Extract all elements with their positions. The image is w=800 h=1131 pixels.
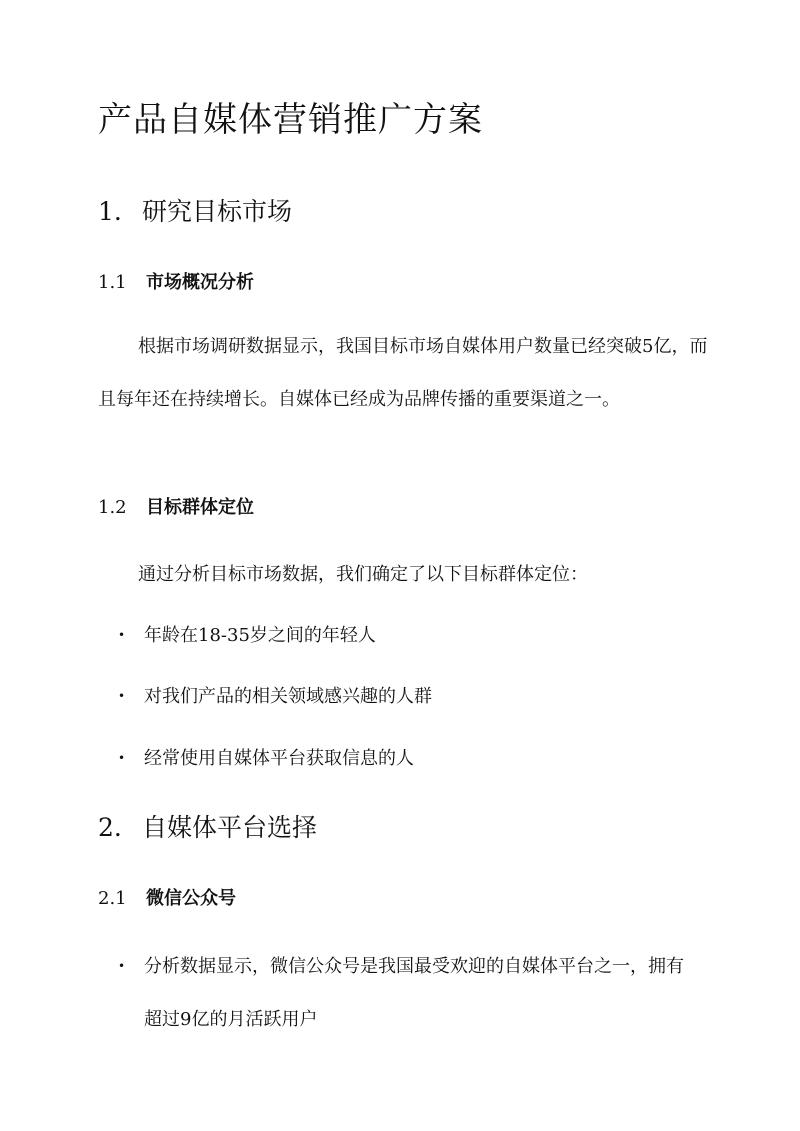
section-2-number: 2. [98, 813, 122, 842]
document-title: 产品自媒体营销推广方案 [98, 100, 483, 140]
list-item [118, 670, 698, 723]
section-1-2-title: 目标群体定位 [146, 497, 254, 518]
bullet-icon: • [118, 689, 126, 703]
list-item-text: 分析数据显示，微信公众号是我国最受欢迎的自媒体平台之一，拥有超过9亿的月活跃用户 [144, 956, 684, 1030]
list-item [118, 609, 698, 662]
bullet-icon: • [118, 959, 126, 973]
section-1-1-number: 1.1 [98, 272, 127, 293]
section-1-number: 1. [98, 197, 122, 226]
section-1-2-heading [98, 496, 254, 520]
list-item [118, 940, 698, 1046]
section-1-title: 研究目标市场 [142, 197, 293, 226]
section-2-title: 自媒体平台选择 [142, 813, 318, 842]
market-overview-paragraph: 根据市场调研数据显示，我国目标市场自媒体用户数量已经突破5亿，而且每年还在持续增长。自媒体已经成为品牌传播的重要渠道之一。 [98, 336, 708, 410]
list-item-text: 对我们产品的相关领域感兴趣的人群 [144, 686, 432, 707]
target-group-intro: 通过分析目标市场数据，我们确定了以下目标群体定位： [138, 564, 588, 585]
section-1-2-number: 1.2 [98, 497, 127, 518]
section-2-1-heading [98, 887, 236, 911]
section-2-1-title: 微信公众号 [146, 888, 236, 909]
section-1-heading [98, 196, 292, 228]
section-1-1-title: 市场概况分析 [146, 272, 254, 293]
bullet-icon: • [118, 628, 126, 642]
section-2-1-number: 2.1 [98, 888, 127, 909]
section-2-heading [98, 812, 317, 844]
list-item-text: 经常使用自媒体平台获取信息的人 [144, 748, 414, 769]
bullet-icon: • [118, 751, 126, 765]
list-item-text: 年龄在18-35岁之间的年轻人 [144, 625, 376, 646]
list-item [118, 732, 698, 785]
section-1-1-heading [98, 271, 254, 295]
